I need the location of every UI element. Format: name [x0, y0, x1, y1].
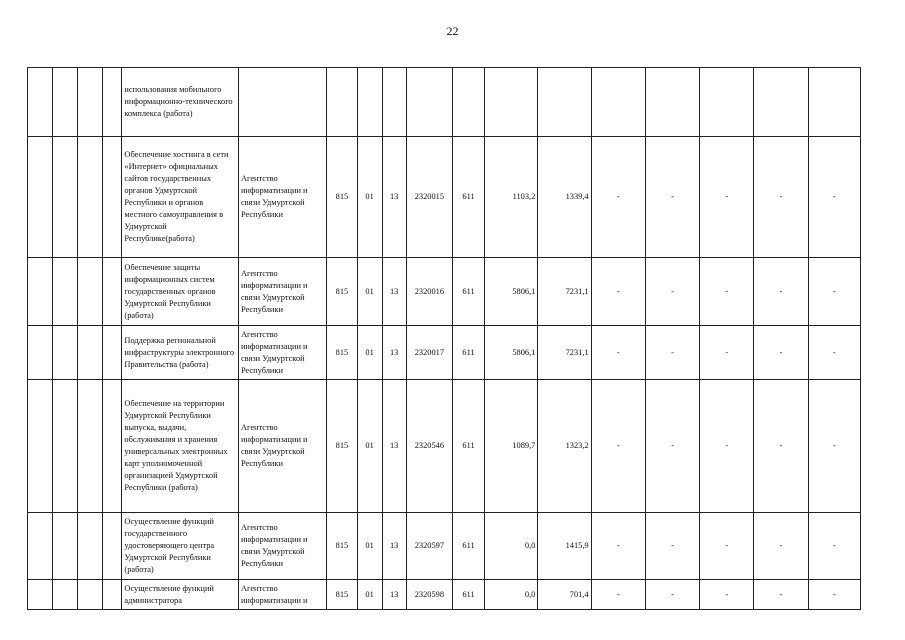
target-article-cell	[406, 68, 452, 137]
ministry-code-cell: 815	[327, 513, 357, 580]
indicator-4-cell: -	[754, 258, 808, 326]
indicator-1-cell: -	[591, 513, 645, 580]
code-column-4	[103, 137, 122, 258]
code-column-3	[78, 580, 103, 610]
code-column-4	[103, 258, 122, 326]
section-code-cell: 01	[357, 513, 382, 580]
ministry-code-cell: 815	[327, 258, 357, 326]
agency-cell: Агентство информатизации и связи Удмуртской Республики	[238, 326, 326, 380]
planned-amount-cell: 5806,1	[485, 326, 538, 380]
target-article-cell: 2320015	[406, 137, 452, 258]
agency-cell: Агентство информатизации и связи Удмуртской Республики	[238, 380, 326, 513]
code-column-1	[28, 137, 53, 258]
agency-cell	[238, 68, 326, 137]
section-code-cell: 01	[357, 137, 382, 258]
indicator-1-cell: -	[591, 380, 645, 513]
indicator-3-cell: -	[700, 580, 754, 610]
actual-amount-cell: 701,4	[538, 580, 591, 610]
indicator-3-cell: -	[700, 258, 754, 326]
indicator-2-cell: -	[645, 513, 699, 580]
indicator-3-cell	[700, 68, 754, 137]
page-number: 22	[446, 24, 459, 38]
subsection-code-cell: 13	[382, 580, 406, 610]
indicator-5-cell: -	[808, 326, 860, 380]
code-column-3	[78, 68, 103, 137]
activity-name-cell: Обеспечение на территории Удмуртской Республики выпуска, выдачи, обслуживания и хранения универсальных электронных карт уполномоченной организацией Удмуртской Республики (работа)	[122, 380, 239, 513]
ministry-code-cell: 815	[327, 580, 357, 610]
expense-type-cell	[452, 68, 484, 137]
code-column-1	[28, 380, 53, 513]
indicator-5-cell: -	[808, 258, 860, 326]
agency-cell: Агентство информатизации и	[238, 580, 326, 610]
section-code-cell: 01	[357, 380, 382, 513]
budget-table	[27, 67, 861, 610]
indicator-3-cell: -	[700, 513, 754, 580]
indicator-5-cell	[808, 68, 860, 137]
indicator-2-cell	[645, 68, 699, 137]
target-article-cell: 2320016	[406, 258, 452, 326]
activity-name-cell: Осуществление функций государственного удостоверяющего центра Удмуртской Республики (работа)	[122, 513, 239, 580]
code-column-1	[28, 68, 53, 137]
expense-type-cell: 611	[452, 513, 484, 580]
indicator-3-cell: -	[700, 380, 754, 513]
subsection-code-cell: 13	[382, 258, 406, 326]
ministry-code-cell	[327, 68, 357, 137]
code-column-2	[53, 513, 78, 580]
code-column-3	[78, 513, 103, 580]
section-code-cell: 01	[357, 326, 382, 380]
expense-type-cell: 611	[452, 137, 484, 258]
indicator-5-cell: -	[808, 380, 860, 513]
indicator-5-cell: -	[808, 137, 860, 258]
code-column-4	[103, 68, 122, 137]
expense-type-cell: 611	[452, 580, 484, 610]
code-column-3	[78, 326, 103, 380]
activity-name-cell: Обеспечение хостинга в сети «Интернет» официальных сайтов государственных органов Удмуртской Республики и органов местного самоуправления в Удмуртской Республике(работа)	[122, 137, 239, 258]
ministry-code-cell: 815	[327, 326, 357, 380]
code-column-2	[53, 68, 78, 137]
indicator-4-cell: -	[754, 137, 808, 258]
indicator-4-cell: -	[754, 380, 808, 513]
indicator-3-cell: -	[700, 326, 754, 380]
code-column-2	[53, 380, 78, 513]
indicator-2-cell: -	[645, 137, 699, 258]
code-column-1	[28, 513, 53, 580]
table-row	[28, 380, 861, 513]
actual-amount-cell: 1339,4	[538, 137, 591, 258]
code-column-1	[28, 258, 53, 326]
indicator-2-cell: -	[645, 326, 699, 380]
expense-type-cell: 611	[452, 258, 484, 326]
planned-amount-cell: 1089,7	[485, 380, 538, 513]
table-row	[28, 68, 861, 137]
indicator-2-cell: -	[645, 380, 699, 513]
code-column-3	[78, 137, 103, 258]
section-code-cell: 01	[357, 258, 382, 326]
indicator-1-cell: -	[591, 258, 645, 326]
actual-amount-cell: 7231,1	[538, 326, 591, 380]
planned-amount-cell	[485, 68, 538, 137]
indicator-4-cell: -	[754, 580, 808, 610]
indicator-1-cell: -	[591, 580, 645, 610]
target-article-cell: 2320598	[406, 580, 452, 610]
ministry-code-cell: 815	[327, 137, 357, 258]
indicator-2-cell: -	[645, 580, 699, 610]
code-column-4	[103, 513, 122, 580]
table-row	[28, 137, 861, 258]
agency-cell: Агентство информатизации и связи Удмуртской Республики	[238, 513, 326, 580]
planned-amount-cell: 1103,2	[485, 137, 538, 258]
target-article-cell: 2320597	[406, 513, 452, 580]
ministry-code-cell: 815	[327, 380, 357, 513]
indicator-2-cell: -	[645, 258, 699, 326]
activity-name-cell: использования мобильного информационно-технического комплекса (работа)	[122, 68, 239, 137]
indicator-1-cell: -	[591, 326, 645, 380]
agency-cell: Агентство информатизации и связи Удмуртской Республики	[238, 258, 326, 326]
indicator-5-cell: -	[808, 513, 860, 580]
planned-amount-cell: 0,0	[485, 513, 538, 580]
indicator-4-cell: -	[754, 326, 808, 380]
code-column-4	[103, 326, 122, 380]
table-row	[28, 580, 861, 610]
expense-type-cell: 611	[452, 326, 484, 380]
code-column-4	[103, 380, 122, 513]
subsection-code-cell	[382, 68, 406, 137]
indicator-1-cell	[591, 68, 645, 137]
subsection-code-cell: 13	[382, 326, 406, 380]
indicator-3-cell: -	[700, 137, 754, 258]
activity-name-cell: Обеспечение защиты информационных систем государственных органов Удмуртской Республики (работа)	[122, 258, 239, 326]
actual-amount-cell: 7231,1	[538, 258, 591, 326]
section-code-cell	[357, 68, 382, 137]
code-column-2	[53, 326, 78, 380]
planned-amount-cell: 5806,1	[485, 258, 538, 326]
code-column-3	[78, 258, 103, 326]
target-article-cell: 2320017	[406, 326, 452, 380]
indicator-4-cell	[754, 68, 808, 137]
agency-cell: Агентство информатизации и связи Удмуртской Республики	[238, 137, 326, 258]
table-row	[28, 513, 861, 580]
code-column-2	[53, 137, 78, 258]
table-row	[28, 258, 861, 326]
code-column-2	[53, 258, 78, 326]
code-column-3	[78, 380, 103, 513]
activity-name-cell: Поддержка региональной инфраструктуры электронного Правительства (работа)	[122, 326, 239, 380]
expense-type-cell: 611	[452, 380, 484, 513]
subsection-code-cell: 13	[382, 137, 406, 258]
section-code-cell: 01	[357, 580, 382, 610]
activity-name-cell: Осуществление функций администратора	[122, 580, 239, 610]
table-row	[28, 326, 861, 380]
indicator-5-cell: -	[808, 580, 860, 610]
subsection-code-cell: 13	[382, 380, 406, 513]
indicator-4-cell: -	[754, 513, 808, 580]
target-article-cell: 2320546	[406, 380, 452, 513]
indicator-1-cell: -	[591, 137, 645, 258]
actual-amount-cell	[538, 68, 591, 137]
subsection-code-cell: 13	[382, 513, 406, 580]
actual-amount-cell: 1323,2	[538, 380, 591, 513]
code-column-2	[53, 580, 78, 610]
actual-amount-cell: 1415,9	[538, 513, 591, 580]
code-column-1	[28, 326, 53, 380]
code-column-1	[28, 580, 53, 610]
code-column-4	[103, 580, 122, 610]
planned-amount-cell: 0,0	[485, 580, 538, 610]
